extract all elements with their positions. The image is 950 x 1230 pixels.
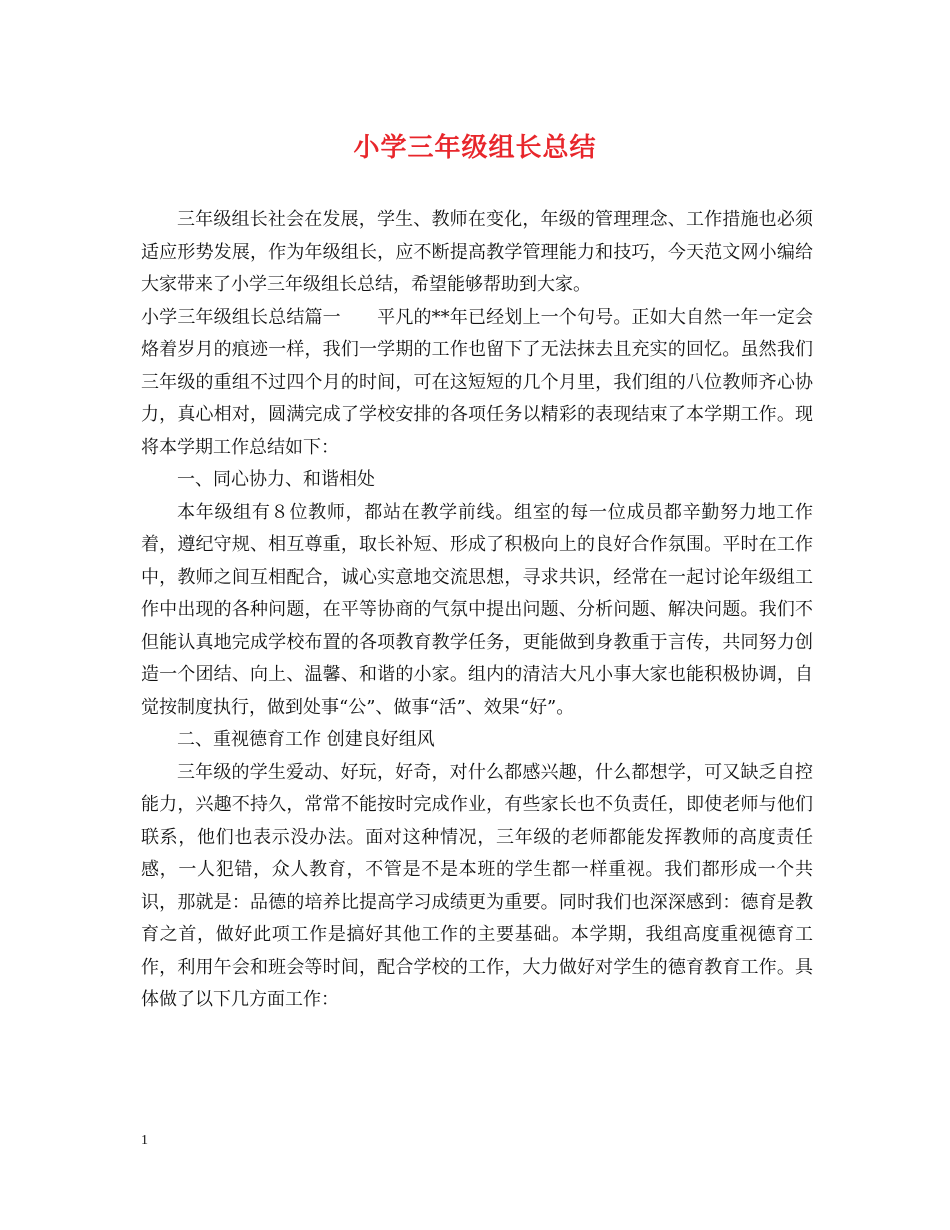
paragraph-intro: 三年级组长社会在发展，学生、教师在变化，年级的管理理念、工作措施也必须适应形势发展，作为年级组长，应不断提高教学管理能力和技巧，今天范文网小编给大家带来了小学三年级组长总结，希望能够帮助到大家。 bbox=[141, 209, 813, 295]
paragraph-section-one: 本年级组有８位教师，都站在教学前线。组室的每一位成员都辛勤努力地工作着，遵纪守规、相互尊重，取长补短、形成了积极向上的良好合作氛围。平时在工作中，教师之间互相配合，诚心实意地交流思想，寻求共识，经常在一起讨论年级组工作中出现的各种问题，在平等协商的气氛中提出问题、分析问题、解决问题。我们不但能认真地完成学校布置的各项教育教学任务，更能做到身教重于言传，共同努力创造一个团结、向上、温馨、和谐的小家。组内的清洁大凡小事大家也能积极协调，自觉按制度执行，做到处事“公”、做事“活”、效果“好”。 bbox=[141, 501, 813, 718]
page-number: 1 bbox=[141, 1133, 148, 1148]
paragraph-section-two: 三年级的学生爱动、好玩，好奇，对什么都感兴趣，什么都想学，可又缺乏自控能力，兴趣不持久，常常不能按时完成作业，有些家长也不负责任，即使老师与他们联系，他们也表示没办法。面对这种情况，三年级的老师都能发挥教师的高度责任感，一人犯错，众人教育，不管是不是本班的学生都一样重视。我们都形成一个共识，那就是：品德的培养比提高学习成绩更为重要。同时我们也深深感到：德育是教育之首，做好此项工作是搞好其他工作的主要基础。本学期，我组高度重视德育工作，利用午会和班会等时间，配合学校的工作，大力做好对学生的德育教育工作。具体做了以下几方面工作： bbox=[141, 761, 813, 1010]
section-heading-one: 一、同心协力、和谐相处 bbox=[177, 469, 375, 490]
section-heading-two: 二、重视德育工作 创建良好组风 bbox=[177, 729, 435, 750]
document-body bbox=[141, 204, 813, 1017]
paragraph-part-one: 小学三年级组长总结篇一 平凡的**年已经划上一个句号。正如大自然一年一定会烙着岁月的痕迹一样，我们一学期的工作也留下了无法抹去且充实的回忆。虽然我们三年级的重组不过四个月的时间，可在这短短的几个月里，我们组的八位教师齐心协力，真心相对，圆满完成了学校安排的各项任务以精彩的表现结束了本学期工作。现将本学期工作总结如下： bbox=[141, 306, 813, 458]
document-title: 小学三年级组长总结 bbox=[353, 133, 597, 163]
